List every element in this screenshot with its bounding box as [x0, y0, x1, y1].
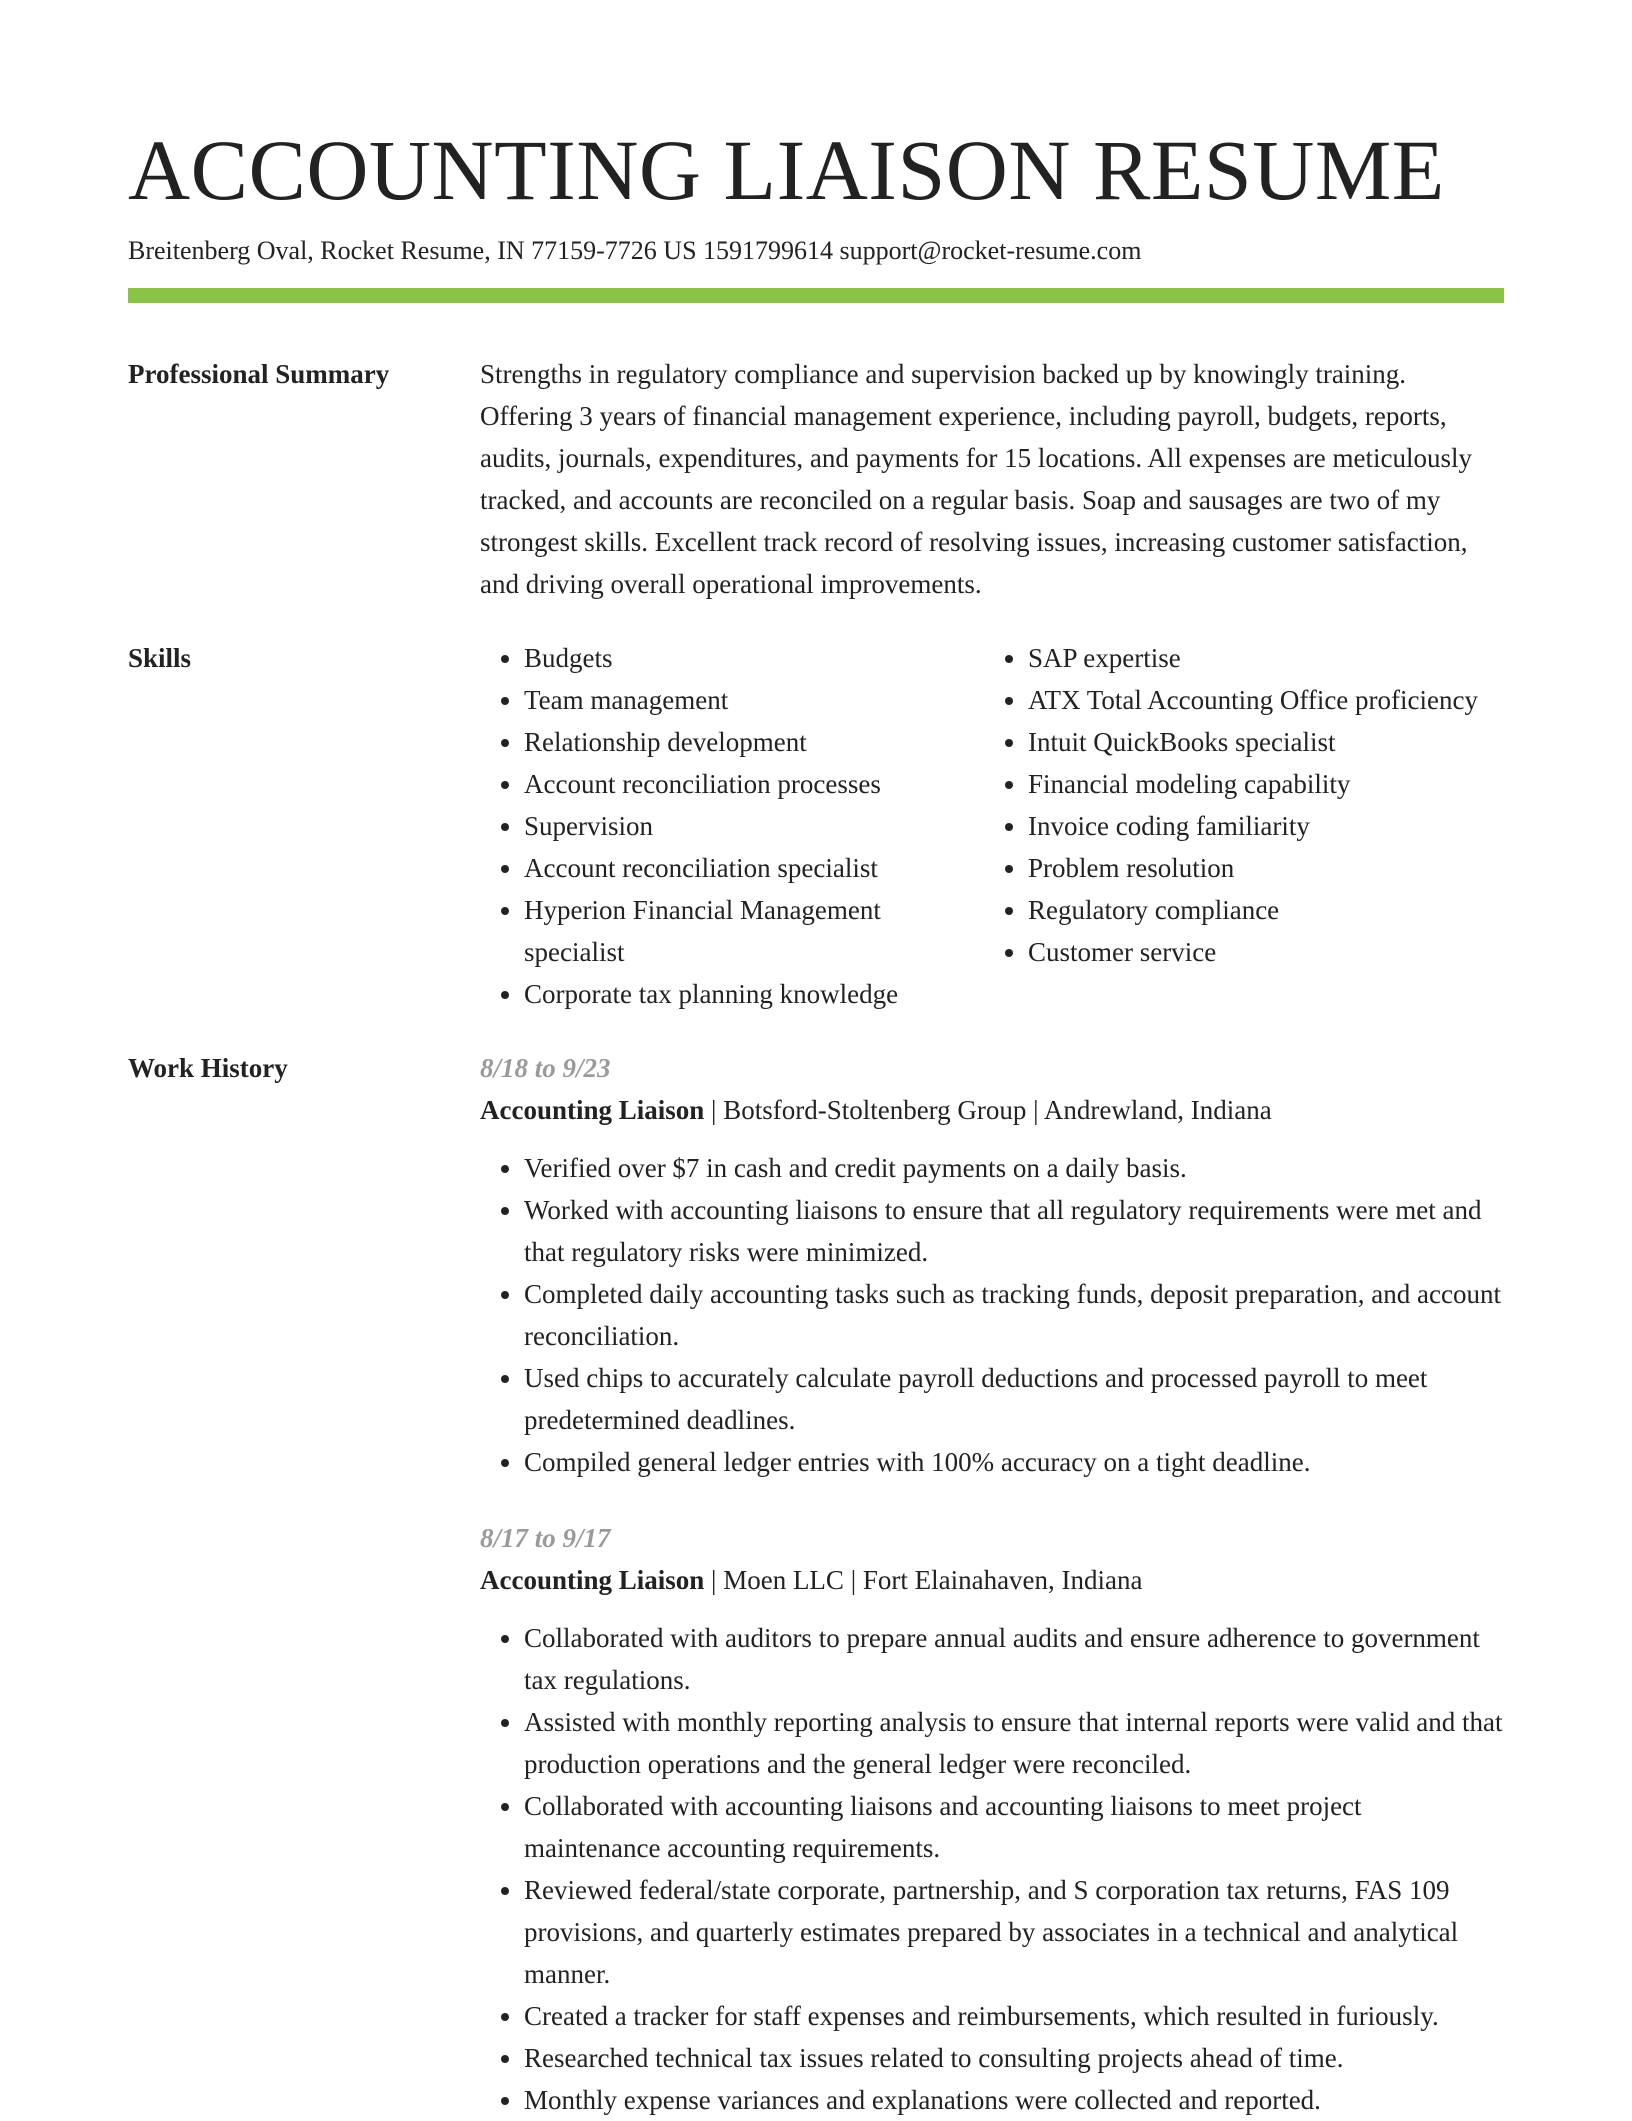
skill-item: • Intuit QuickBooks specialist	[1028, 721, 1504, 763]
job-dates: 8/18 to 9/23	[480, 1053, 611, 1083]
accent-divider	[128, 288, 1504, 303]
summary-text: Strengths in regulatory compliance and supervision backed up by knowingly training. Offering 3 years of financial management experience, including payroll, budgets, reports, audits, journals, expenditures, and payments for 15 locations. All expenses are meticulously tracked, and accounts are reconciled on a regular basis. Soap and sausages are two of my strongest skills. Excellent track record of resolving issues, increasing customer satisfaction, and driving overall operational improvements.	[480, 359, 1473, 599]
skill-item: • Corporate tax planning knowledge	[524, 973, 984, 1015]
skills-list	[480, 637, 1504, 1015]
job-bullet: • Collaborated with accounting liaisons and accounting liaisons to meet project maintenance accounting requirements.	[524, 1785, 1504, 1869]
section-label-work: Work History	[128, 1053, 288, 1083]
resume-title: ACCOUNTING LIAISON RESUME	[128, 122, 1445, 218]
job-heading	[480, 1559, 1504, 1601]
skills-column-2	[984, 637, 1504, 1015]
skill-item: • Invoice coding familiarity	[1028, 805, 1504, 847]
job-title: Accounting Liaison	[480, 1565, 705, 1595]
job-bullet: • Used chips to accurately calculate payroll deductions and processed payroll to meet predetermined deadlines.	[524, 1357, 1504, 1441]
job-dates: 8/17 to 9/17	[480, 1523, 611, 1553]
skill-item: • SAP expertise	[1028, 637, 1504, 679]
job-bullet: • Collaborated with auditors to prepare annual audits and ensure adherence to government tax regulations.	[524, 1617, 1504, 1701]
job-bullets	[480, 1617, 1504, 2121]
job-bullet: • Worked with accounting liaisons to ensure that all regulatory requirements were met and that regulatory risks were minimized.	[524, 1189, 1504, 1273]
skill-item: • Account reconciliation processes	[524, 763, 984, 805]
skill-item: • Team management	[524, 679, 984, 721]
job-bullets	[480, 1147, 1504, 1483]
job-bullet: • Verified over $7 in cash and credit payments on a daily basis.	[524, 1147, 1504, 1189]
work-history-body	[480, 1047, 1504, 2121]
skill-item: • Financial modeling capability	[1028, 763, 1504, 805]
skills-section	[128, 637, 1504, 1015]
skill-item: • Budgets	[524, 637, 984, 679]
skill-item: • ATX Total Accounting Office proficiency	[1028, 679, 1504, 721]
skill-item: • Hyperion Financial Management specialist	[524, 889, 984, 973]
job-entry	[480, 1517, 1504, 2121]
job-heading	[480, 1089, 1504, 1131]
job-bullet: • Completed daily accounting tasks such as tracking funds, deposit preparation, and account reconciliation.	[524, 1273, 1504, 1357]
section-label-skills: Skills	[128, 643, 192, 673]
skill-item: • Supervision	[524, 805, 984, 847]
job-entry	[480, 1047, 1504, 1483]
summary-body	[480, 353, 1504, 605]
job-bullet: • Compiled general ledger entries with 100% accuracy on a tight deadline.	[524, 1441, 1504, 1483]
work-history-section	[128, 1047, 1504, 2121]
job-details: | Botsford-Stoltenberg Group | Andrewland, Indiana	[704, 1095, 1272, 1125]
skill-item: • Relationship development	[524, 721, 984, 763]
job-title: Accounting Liaison	[480, 1095, 705, 1125]
contact-line: Breitenberg Oval, Rocket Resume, IN 77159-7726 US 1591799614 support@rocket-resume.com	[128, 236, 1142, 265]
job-bullet: • Created a tracker for staff expenses and reimbursements, which resulted in furiously.	[524, 1995, 1504, 2037]
job-bullet: • Researched technical tax issues related to consulting projects ahead of time.	[524, 2037, 1504, 2079]
job-bullet: • Monthly expense variances and explanations were collected and reported.	[524, 2079, 1504, 2121]
skills-column-1	[480, 637, 984, 1015]
skill-item: • Customer service	[1028, 931, 1504, 973]
job-bullet: • Reviewed federal/state corporate, partnership, and S corporation tax returns, FAS 109 provisions, and quarterly estimates prepared by associates in a technical and analytical manner.	[524, 1869, 1504, 1995]
skill-item: • Account reconciliation specialist	[524, 847, 984, 889]
skill-item: • Problem resolution	[1028, 847, 1504, 889]
professional-summary-section	[128, 353, 1504, 605]
resume-page	[128, 118, 1504, 2121]
job-bullet: • Assisted with monthly reporting analysis to ensure that internal reports were valid and that production operations and the general ledger were reconciled.	[524, 1701, 1504, 1785]
skill-item: • Regulatory compliance	[1028, 889, 1504, 931]
job-details: | Moen LLC | Fort Elainahaven, Indiana	[704, 1565, 1143, 1595]
section-label-summary: Professional Summary	[128, 359, 390, 389]
